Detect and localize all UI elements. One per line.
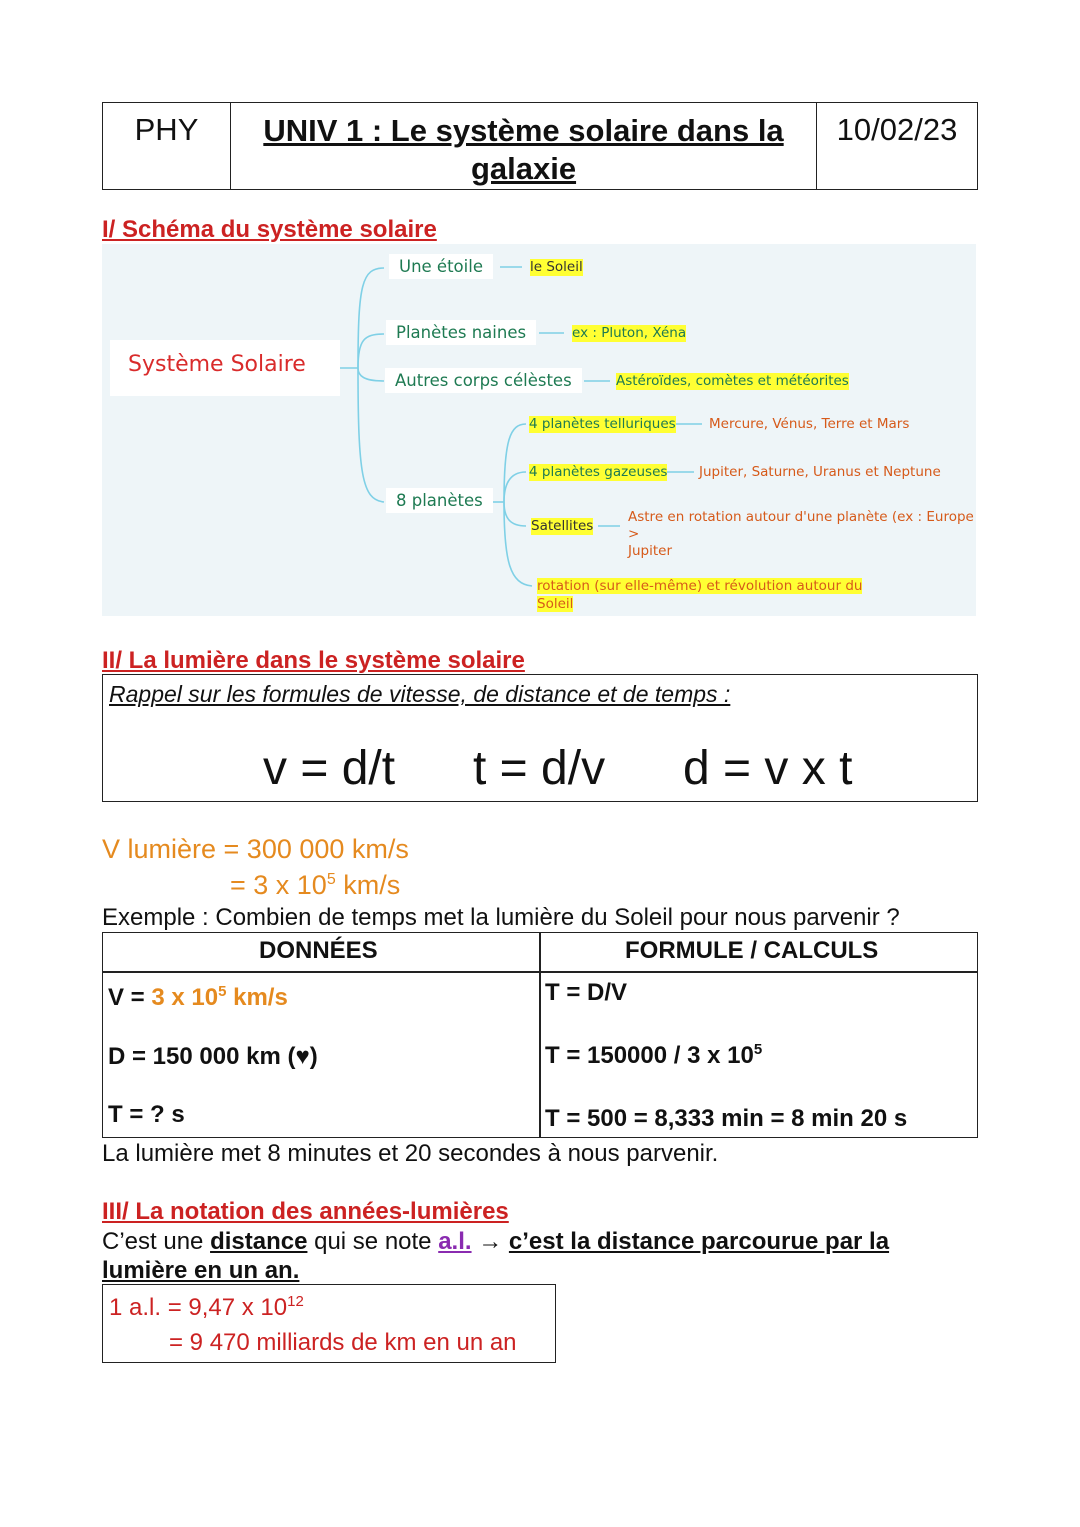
title-line-2: galaxie	[470, 151, 577, 186]
data-speed-value: 3 x 10	[151, 984, 219, 1011]
data-speed	[108, 983, 288, 1012]
light-speed-mantissa: = 3 x 10	[230, 870, 327, 900]
calc-result: T = 500 = 8,333 min = 8 min 20 s	[545, 1105, 908, 1132]
table-header-data: DONNÉES	[259, 937, 378, 964]
section3-title: III/ La notation des années-lumières	[102, 1198, 509, 1225]
date-cell: 10/02/23	[836, 112, 958, 147]
node-dwarf-planets: Planètes naines	[386, 320, 536, 345]
light-year-definition-line-1	[102, 1228, 889, 1256]
leaf-telluric: Mercure, Vénus, Terre et Mars	[709, 416, 910, 432]
mindmap-root-node: Système Solaire	[110, 340, 340, 396]
data-table	[102, 932, 978, 1138]
light-year-definition-line-2: lumière en un an.	[102, 1257, 300, 1284]
leaf-gas-giants: Jupiter, Saturne, Uranus et Neptune	[699, 464, 941, 480]
example-question: Exemple : Combien de temps met la lumière du Soleil pour nous parvenir ?	[102, 904, 900, 931]
section1-title: I/ Schéma du système solaire	[102, 216, 437, 243]
subject-cell: PHY	[103, 103, 231, 189]
node-other-bodies: Autres corps célèstes	[385, 368, 582, 393]
node-rotation	[537, 577, 862, 613]
satellites-def-line-2: Jupiter	[628, 543, 673, 559]
section2-title: II/ La lumière dans le système solaire	[102, 647, 525, 674]
formula-recall: Rappel sur les formules de vitesse, de distance et de temps :	[109, 681, 731, 707]
rotation-line-1: rotation (sur elle-même) et révolution autour du	[537, 578, 863, 594]
light-speed-line-1: V lumière = 300 000 km/s	[102, 834, 409, 864]
formula-box	[102, 674, 978, 802]
data-time-unknown: T = ? s	[108, 1101, 185, 1128]
formula-distance: d = v x t	[683, 742, 853, 795]
light-speed-line-2	[230, 870, 400, 901]
calc-formula: T = D/V	[545, 979, 628, 1006]
node-eight-planets: 8 planètes	[386, 488, 493, 513]
def-middle: qui se note	[307, 1228, 439, 1255]
def-distance: distance	[210, 1228, 308, 1255]
node-satellites: Satellites	[531, 518, 594, 534]
conclusion-text: La lumière met 8 minutes et 20 secondes à nous parvenir.	[102, 1140, 719, 1167]
leaf-other-bodies: Astéroïdes, comètes et météorites	[616, 373, 849, 389]
def-meaning-line-1: c’est la distance parcourue par la	[508, 1228, 890, 1255]
def-arrow: →	[471, 1228, 509, 1255]
title-line-1: UNIV 1 : Le système solaire dans la	[263, 113, 784, 148]
calc-substitution-text: T = 150000 / 3 x 10	[545, 1042, 754, 1069]
data-distance: D = 150 000 km (♥)	[108, 1043, 318, 1070]
calc-substitution	[545, 1041, 762, 1070]
leaf-sun: le Soleil	[530, 259, 583, 275]
table-divider	[539, 933, 541, 1137]
node-gas-giants: 4 planètes gazeuses	[529, 464, 668, 480]
light-speed-unit: km/s	[335, 870, 401, 900]
table-header-divider	[103, 971, 977, 973]
header-table	[102, 102, 978, 190]
light-year-value-line-1	[109, 1293, 304, 1322]
node-telluric: 4 planètes telluriques	[529, 416, 676, 432]
light-year-exponent: 12	[287, 1293, 304, 1310]
solar-system-mindmap	[102, 244, 976, 616]
light-year-box	[102, 1284, 556, 1363]
light-year-value-line-2: = 9 470 milliards de km en un an	[169, 1329, 517, 1356]
table-header-formula: FORMULE / CALCULS	[625, 937, 879, 964]
formula-speed: v = d/t	[263, 742, 396, 795]
data-speed-label: V =	[108, 984, 152, 1011]
data-speed-exponent: 5	[218, 983, 227, 1000]
def-abbreviation: a.l.	[438, 1228, 472, 1255]
formula-time: t = d/v	[473, 742, 606, 795]
rotation-line-2: Soleil	[537, 596, 574, 612]
def-prefix: C’est une	[102, 1228, 211, 1255]
light-speed-exponent: 5	[326, 871, 336, 888]
leaf-satellites	[628, 509, 976, 560]
node-star: Une étoile	[389, 254, 493, 279]
satellites-def-line-1: Astre en rotation autour d'une planète (ex : Europe >	[628, 509, 974, 542]
light-year-mantissa: 1 a.l. = 9,47 x 10	[109, 1294, 288, 1321]
calc-substitution-exponent: 5	[753, 1041, 763, 1058]
data-speed-unit: km/s	[226, 984, 288, 1011]
page-title	[231, 103, 817, 189]
leaf-dwarf-examples: ex : Pluton, Xéna	[572, 325, 687, 341]
